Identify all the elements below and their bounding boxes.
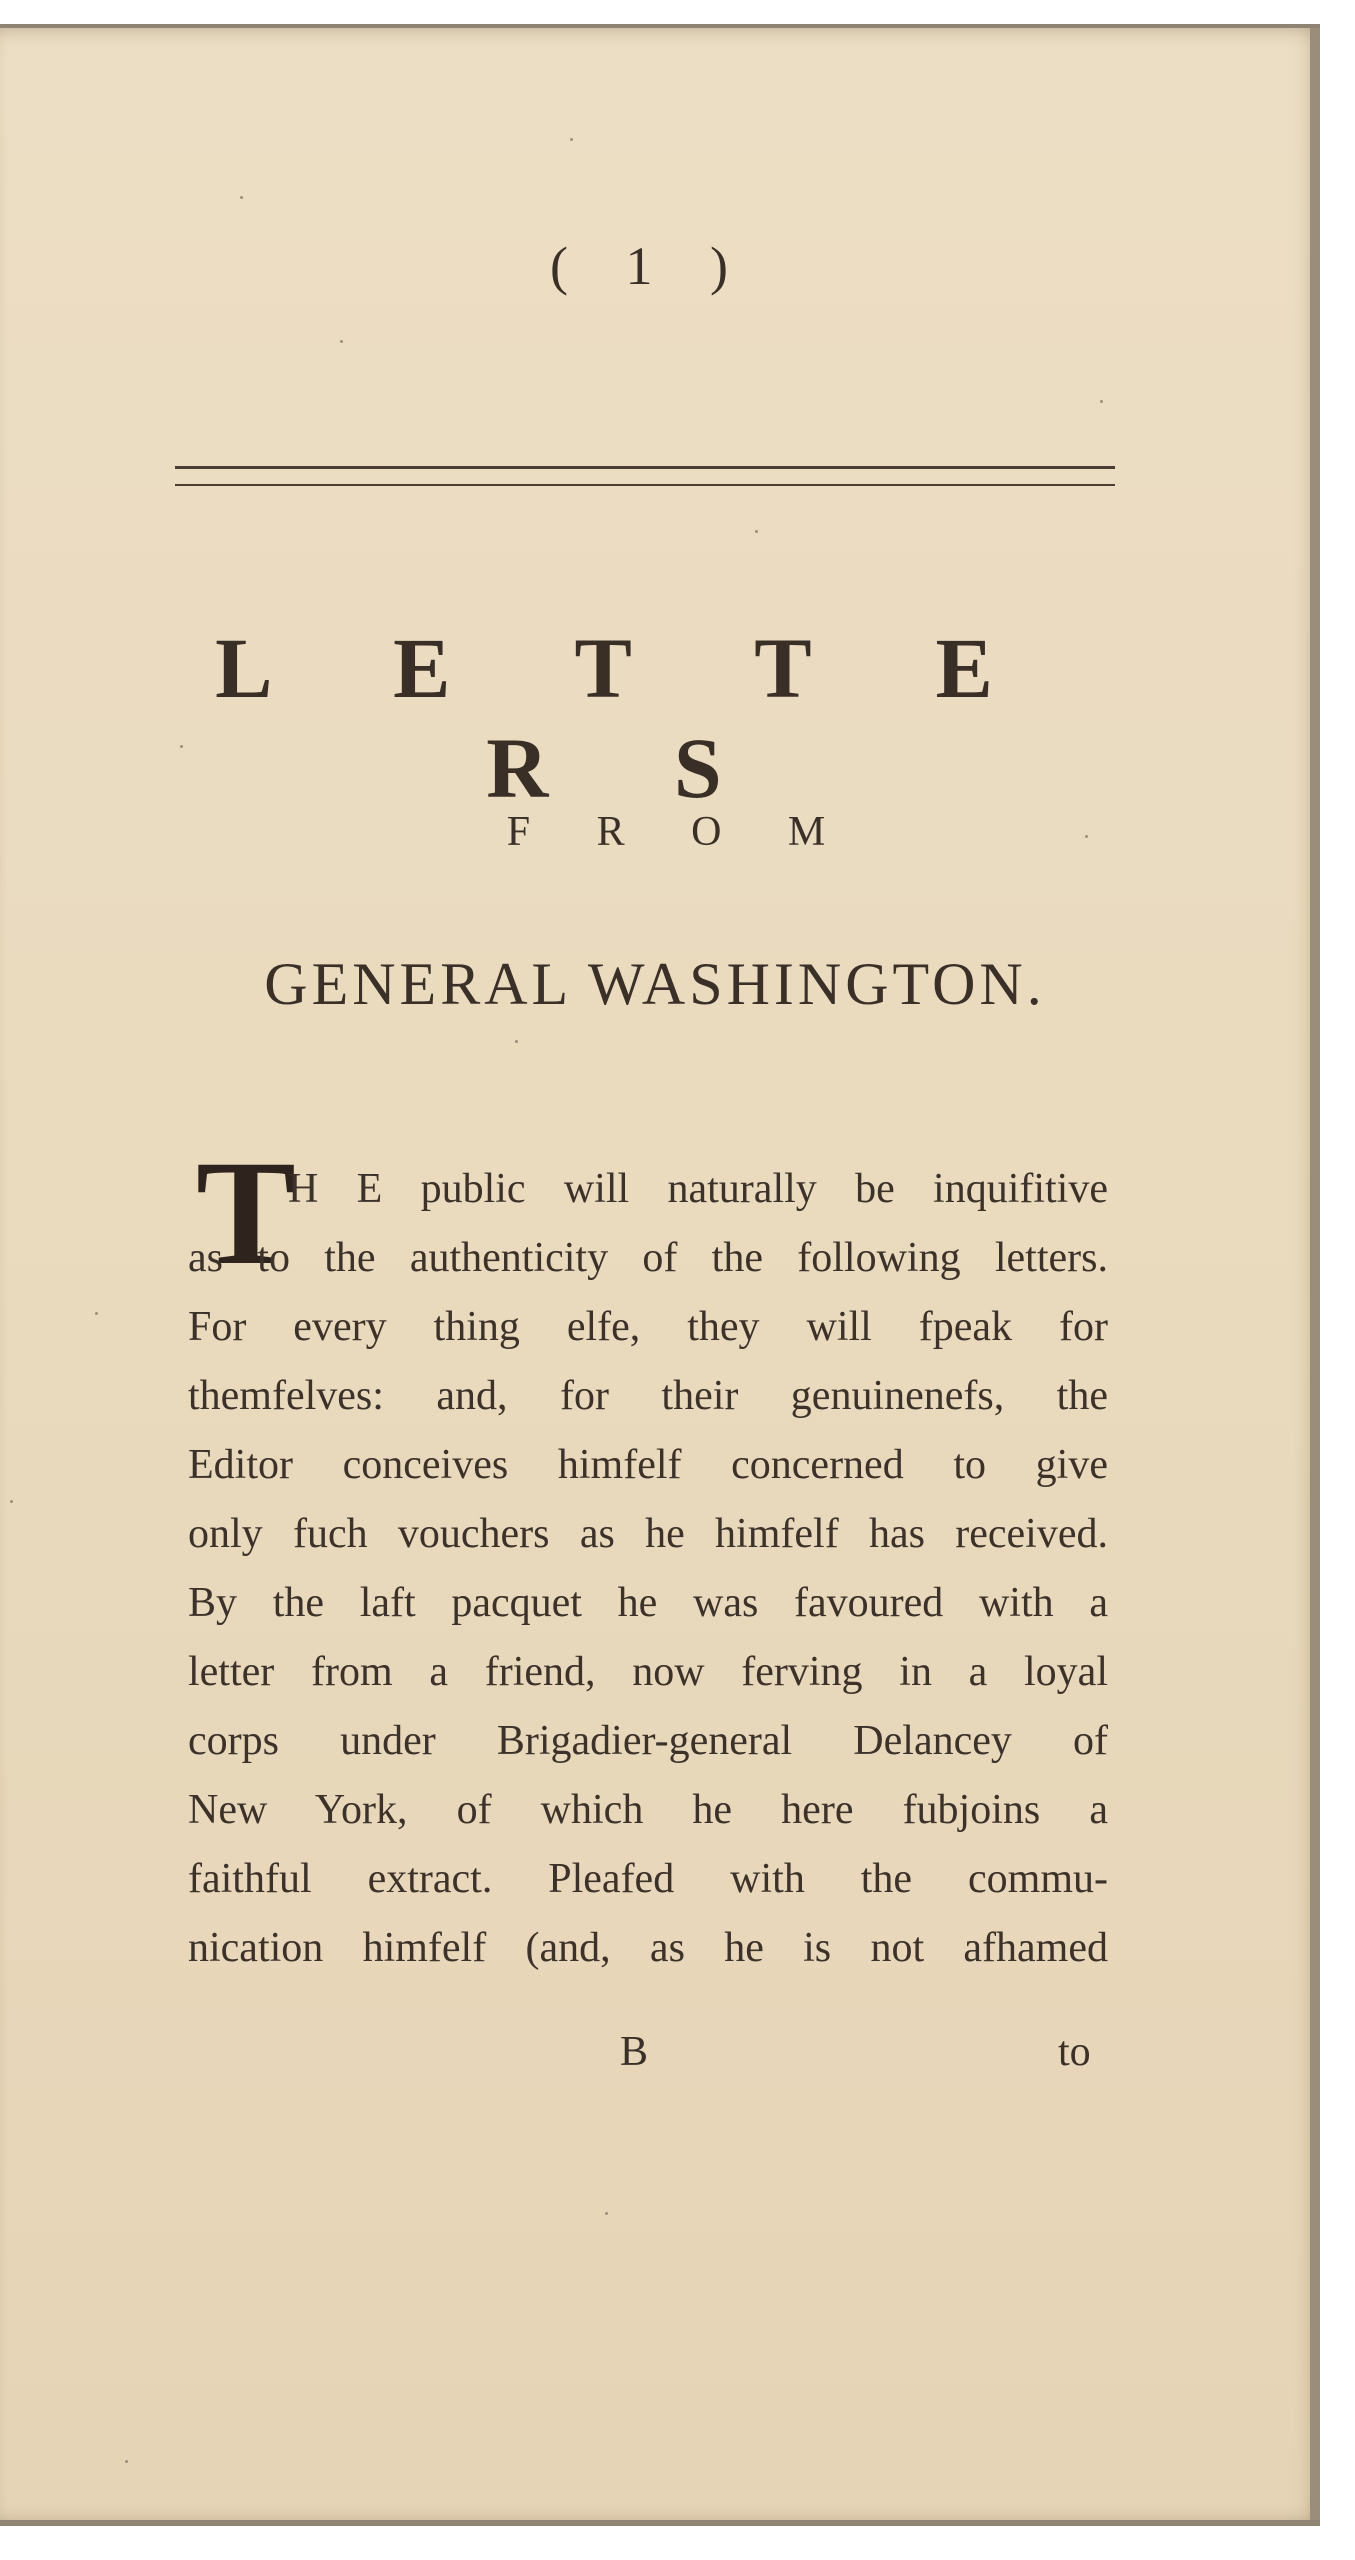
text-line: nication himfelf (and, as he is not afhamed <box>188 1925 1108 1971</box>
text-line: faithful extract. Pleafed with the commu- <box>188 1856 1108 1902</box>
text-line: only fuch vouchers as he himfelf has received. <box>188 1511 1108 1557</box>
paper-speck <box>1085 835 1088 838</box>
text-line: as to the authenticity of the following letters. <box>188 1235 1108 1281</box>
body-paragraph <box>188 1155 1108 1983</box>
catchword: to <box>1058 2029 1091 2075</box>
paper-speck <box>605 2212 608 2215</box>
title-from: F R O M <box>506 809 854 855</box>
paper-speck <box>125 2460 128 2463</box>
page-edge-right <box>1310 28 1320 2523</box>
paper-speck <box>95 1312 98 1315</box>
text-line: themfelves: and, for their genuinenefs, the <box>188 1373 1108 1419</box>
header-rule-bottom <box>175 484 1115 486</box>
page-title: L E T T E R S <box>215 620 1045 816</box>
signature-mark: B <box>620 2029 649 2075</box>
text-line: corps under Brigadier-general Delancey of <box>188 1718 1108 1764</box>
text-line: By the laft pacquet he was favoured with a <box>188 1580 1108 1626</box>
paper-speck <box>515 1040 518 1043</box>
paper-speck <box>10 1500 13 1503</box>
title-subject: GENERAL WASHINGTON. <box>264 951 1046 1017</box>
paper-speck <box>180 745 183 748</box>
page-number: ( 1 ) <box>550 236 750 296</box>
text-line: New York, of which he here fubjoins a <box>188 1787 1108 1833</box>
text-line: Editor conceives himfelf concerned to give <box>188 1442 1108 1488</box>
paper-speck <box>755 530 758 533</box>
page-edge-bottom <box>0 2520 1320 2526</box>
drop-cap: T <box>196 1130 297 1296</box>
paper-speck <box>240 196 243 199</box>
text-line: For every thing elfe, they will fpeak for <box>188 1304 1108 1350</box>
header-rule-top <box>175 466 1115 469</box>
text-line: H E public will naturally be inquifitive <box>288 1166 1108 1212</box>
text-line: letter from a friend, now ferving in a loyal <box>188 1649 1108 1695</box>
paper-speck <box>1100 400 1103 403</box>
paper-speck <box>340 340 343 343</box>
paper-speck <box>570 138 573 141</box>
